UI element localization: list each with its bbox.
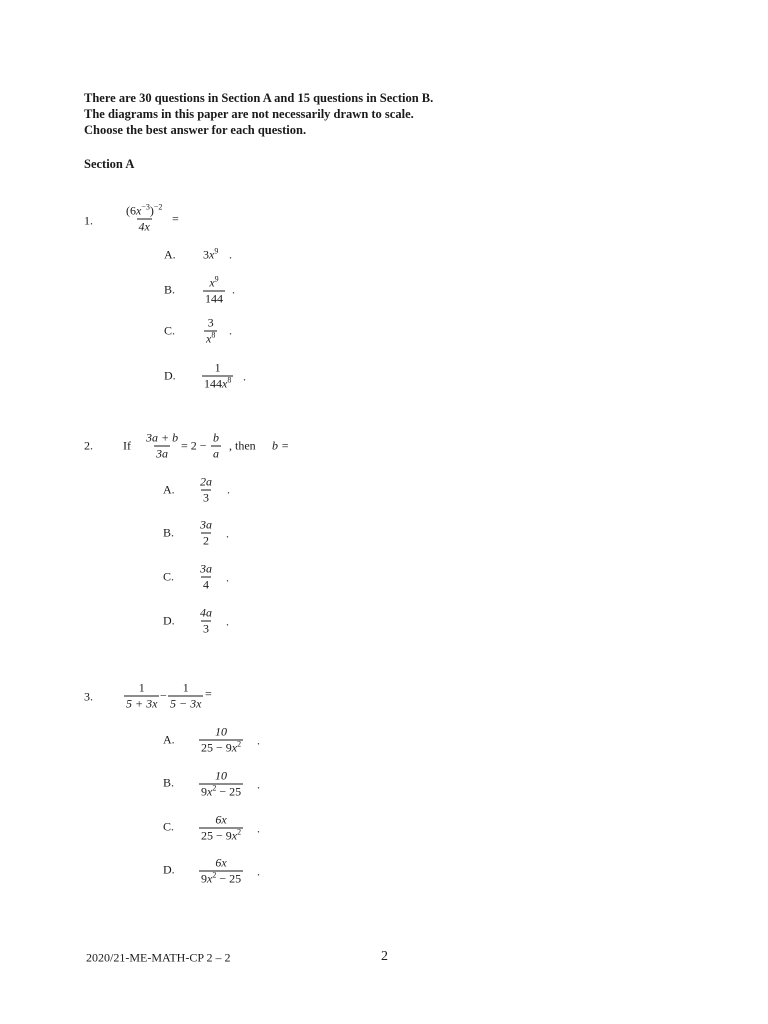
page-number: 2 (381, 949, 388, 964)
q1-option-c-fraction: $\frac{3}{x^8}$ (206, 315, 216, 346)
q1-option-b-label: B. (164, 282, 176, 297)
q2-option-b-period: . (226, 526, 229, 541)
q2-option-a-period: . (227, 482, 230, 497)
q3-equals: = (205, 686, 212, 701)
q2-if: If (123, 438, 131, 453)
q1-option-a-label: A. (164, 247, 176, 262)
q3-option-d-fraction: $\frac{6x}{9x^2 - 25}$ (201, 855, 242, 886)
q3-number: 3. (84, 689, 93, 704)
q2-lhs-fraction: $\frac{3a + b}{3a}$ (146, 430, 179, 461)
q1-option-c-period: . (229, 323, 232, 338)
q1-option-a-expression: $3x^9$ (203, 246, 219, 262)
q3-option-d-period: . (257, 864, 260, 879)
q2-number: 2. (84, 438, 93, 453)
q2-option-c-fraction: $\frac{3a}{4}$ (200, 561, 212, 592)
q3-first-fraction: $\frac{1}{5 + 3x}$ (126, 680, 158, 711)
q1-option-b-fraction: $\frac{x^9}{144}$ (205, 274, 223, 306)
q1-option-d-period: . (243, 369, 246, 384)
q3-option-a-label: A. (163, 732, 175, 747)
q2-option-a-label: A. (163, 482, 175, 497)
q2-option-d-period: . (226, 614, 229, 629)
q3-option-a-fraction: $\frac{10}{25 - 9x^2}$ (201, 724, 242, 755)
q2-equals-two-minus: = 2 − (181, 438, 207, 453)
q2-option-b-label: B. (163, 525, 175, 540)
q2-option-d-label: D. (163, 613, 175, 628)
q1-option-c-label: C. (164, 323, 176, 338)
instruction-line-2: The diagrams in this paper are not necessarily drawn to scale. (84, 107, 414, 121)
q3-option-b-label: B. (163, 775, 175, 790)
footer-code: 2020/21-ME-MATH-CP 2 – 2 (86, 950, 231, 965)
q3-option-d-label: D. (163, 862, 175, 877)
q3-option-c-label: C. (163, 819, 175, 834)
q2-option-b-fraction: $\frac{3a}{2}$ (200, 517, 212, 548)
q1-option-a-period: . (229, 247, 232, 262)
q1-stem-denominator: 4x (138, 219, 150, 234)
q2-option-c-period: . (226, 570, 229, 585)
q3-option-b-fraction: $\frac{10}{9x^2 - 25}$ (201, 768, 242, 799)
instruction-line-3: Choose the best answer for each question. (84, 123, 307, 137)
q3-option-c-period: . (257, 821, 260, 836)
q2-option-a-fraction: $\frac{2a}{3}$ (200, 474, 212, 505)
instruction-line-1: There are 30 questions in Section A and 15 questions in Section B. (84, 91, 434, 105)
q1-stem-equals: = (172, 211, 179, 226)
q2-then: , then (229, 438, 256, 453)
q2-option-c-label: C. (163, 569, 175, 584)
section-title: Section A (84, 157, 135, 171)
q3-option-a-period: . (257, 733, 260, 748)
q3-option-b-period: . (257, 777, 260, 792)
q3-minus: − (160, 688, 167, 703)
q1-stem-numerator: $(6x^{-3})^{-2}$ (126, 202, 163, 218)
q1-number: 1. (84, 213, 93, 228)
q1-option-d-label: D. (164, 368, 176, 383)
q3-option-c-fraction: $\frac{6x}{25 - 9x^2}$ (201, 812, 242, 843)
q1-option-d-fraction: $\frac{1}{144x^8}$ (204, 360, 232, 391)
q1-stem-fraction (124, 202, 164, 234)
q2-ask: b = (272, 438, 290, 453)
q3-second-fraction: $\frac{1}{5 - 3x}$ (170, 680, 202, 711)
instructions (84, 90, 433, 138)
q2-rhs-fraction: $\frac{b}{a}$ (213, 430, 219, 461)
q1-option-b-period: . (232, 282, 235, 297)
q2-option-d-fraction: $\frac{4a}{3}$ (200, 605, 212, 636)
